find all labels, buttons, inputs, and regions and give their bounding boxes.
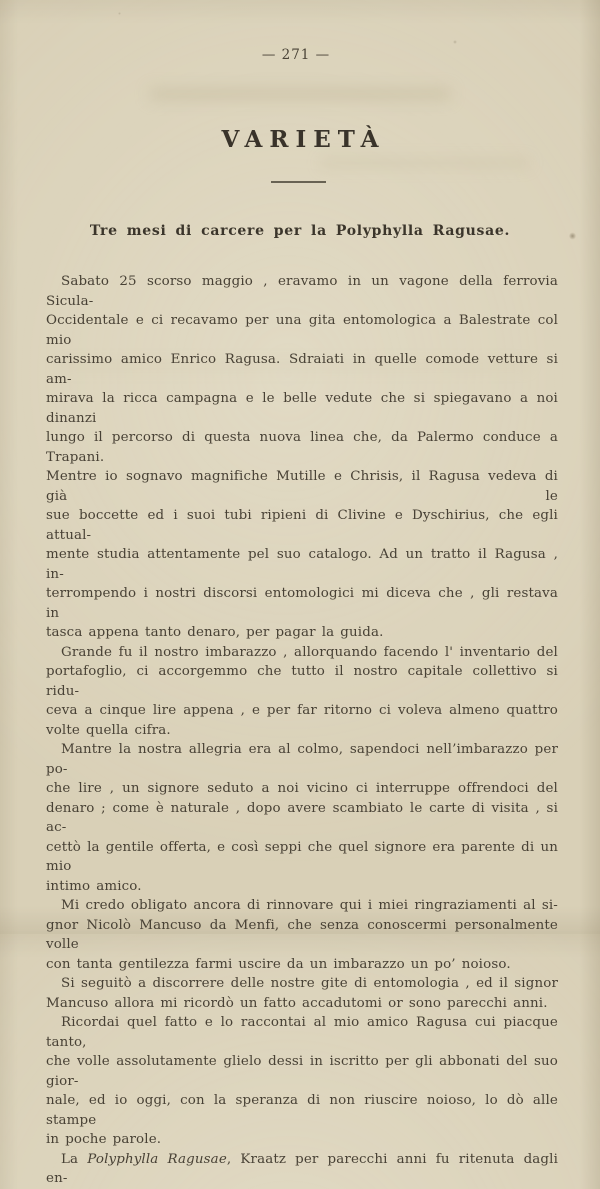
body-line: carissimo amico Enrico Ragusa. Sdraiati in quelle comode vetture si am- bbox=[46, 352, 558, 387]
body-line: in poche parole. bbox=[46, 1132, 162, 1147]
paragraph bbox=[46, 740, 558, 896]
body-line: lungo il percorso di questa nuova linea che, da Palermo conduce a Trapani. bbox=[46, 430, 558, 465]
body-line: Sabato 25 scorso maggio , eravamo in un vagone della ferrovia Sicula- bbox=[46, 274, 558, 309]
body-line: Ricordai quel fatto e lo raccontai al mio amico Ragusa cui piacque tanto, bbox=[46, 1015, 558, 1050]
italic-species-name: Polyphylla Ragusae bbox=[87, 1151, 227, 1167]
paragraph bbox=[46, 974, 558, 1013]
body-line: nale, ed io oggi, con la speranza di non riuscire noioso, lo dò alle stampe bbox=[46, 1093, 558, 1128]
body-line: che lire , un signore seduto a noi vicino ci interruppe offrendoci del bbox=[46, 781, 558, 796]
page-showthrough-smudge bbox=[150, 88, 450, 100]
body-line: mente studia attentamente pel suo catalogo. Ad un tratto il Ragusa , in- bbox=[46, 547, 558, 582]
paragraph bbox=[46, 896, 558, 974]
body-line: Occidentale e ci recavamo per una gita entomologica a Balestrate col mio bbox=[46, 313, 558, 348]
paragraph bbox=[46, 272, 558, 643]
body-line: Grande fu il nostro imbarazzo , allorquando facendo l' inventario del bbox=[61, 644, 558, 660]
body-line: Mentre io sognavo magnifiche Mutille e Chrisis, il Ragusa vedeva di già le bbox=[46, 469, 558, 504]
text-segment: , Kraatz per parecchi anni fu ritenuta dagli en- bbox=[46, 1151, 559, 1186]
paragraph bbox=[46, 1013, 558, 1150]
page-number: — 271 — bbox=[261, 47, 331, 63]
body-line: portafoglio, ci accorgemmo che tutto il nostro capitale collettivo si ridu- bbox=[46, 664, 558, 699]
body-line: Mantre la nostra allegria era al colmo, sapendoci nell’imbarazzo per po- bbox=[46, 742, 558, 777]
text-segment: La bbox=[61, 1151, 88, 1167]
body-line: con tanta gentilezza farmi uscire da un imbarazzo un po’ noioso. bbox=[46, 956, 511, 972]
body-line: ceva a cinque lire appena , e per far ritorno ci voleva almeno quattro bbox=[46, 703, 558, 718]
paragraph bbox=[46, 1150, 558, 1189]
paper-speck bbox=[118, 12, 121, 15]
body-line: sue boccette ed i suoi tubi ripieni di Clivine e Dyschirius, che egli attual- bbox=[46, 508, 558, 543]
paper-speck bbox=[453, 40, 457, 44]
body-line: tasca appena tanto denaro, per pagar la guida. bbox=[46, 625, 384, 640]
body-line: intimo amico. bbox=[46, 878, 142, 894]
body-line: che volle assolutamente glielo dessi in iscritto per gli abbonati del suo gior- bbox=[46, 1054, 558, 1089]
body-line: Mi credo obligato ancora di rinnovare qui i miei ringraziamenti al si- bbox=[61, 898, 558, 913]
page-showthrough-smudge bbox=[320, 158, 530, 168]
body-line: Si seguitò a discorrere delle nostre gite di entomologia , ed il signor bbox=[61, 976, 558, 991]
body-line: mirava la ricca campagna e le belle vedute che si spiegavano a noi dinanzi bbox=[46, 391, 558, 426]
body-line: gnor Nicolò Mancuso da Menfi, che senza conoscermi personalmente volle bbox=[46, 917, 558, 952]
title-divider-rule bbox=[271, 181, 326, 183]
body-line: Mancuso allora mi ricordò un fatto accadutomi or sono parecchi anni. bbox=[46, 995, 548, 1011]
body-line: volte quella cifra. bbox=[46, 722, 171, 738]
body-line: denaro ; come è naturale , dopo avere scambiato le carte di visita , si ac- bbox=[46, 800, 558, 835]
article-heading: Tre mesi di carcere per la Polyphylla Ragusae. bbox=[89, 223, 511, 239]
section-title: VARIETÀ bbox=[221, 126, 386, 153]
body-line: cettò la gentile offerta, e così seppi che quel signore era parente di un mio bbox=[46, 839, 558, 874]
article-body bbox=[46, 272, 558, 1189]
paragraph bbox=[46, 643, 558, 741]
body-line: terrompendo i nostri discorsi entomologici mi diceva che , gli restava in bbox=[46, 586, 558, 621]
body-line bbox=[46, 1150, 558, 1189]
